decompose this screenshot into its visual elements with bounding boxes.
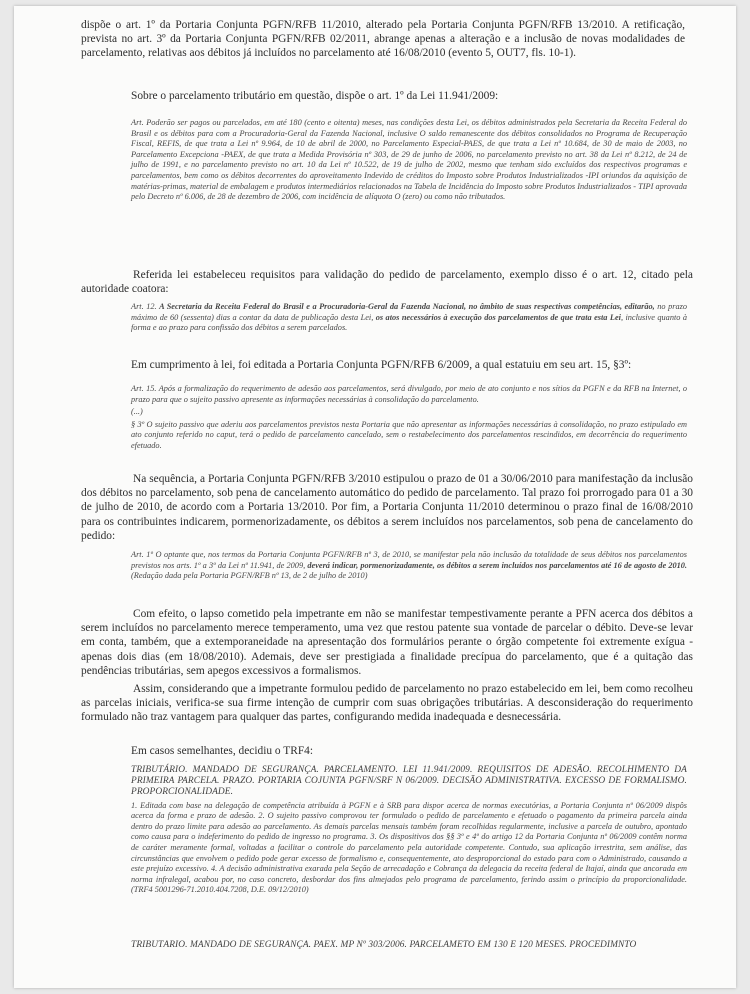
citation-trf4-2-headnote: TRIBUTÁRIO. MANDADO DE SEGURANÇA. PAEX. MP Nº 303/2006. PARCELAMETO EM 130 E 120 MESES. PROCEDIMNTO — [131, 940, 637, 950]
quote-portaria-art1 — [131, 550, 687, 584]
quote-art15-caput: Art. 15. Após a formalização do requerimento de adesão aos parcelamentos, será divulgado, por meio de ato conjunto e nos sítios da PGFN e da RFB na Internet, o prazo para que o sujeito passivo apresente as informações necessárias à consolidação do parcelamento. — [131, 384, 687, 404]
paragraph-trf4-intro: Em casos semelhantes, decidiu o TRF4: — [131, 745, 314, 757]
quote-lei-11941-text: Art. Poderão ser pagos ou parcelados, em até 180 (cento e oitenta) meses, nas condições desta Lei, os débitos administrados pela Secretaria da Receita Federal do Brasil e os débitos para com a Procuradoria-Geral da Fazenda Nacional, inclusive O saldo remanescente dos débitos consolidados no Programa de Recuperação Fiscal, REFIS, de que trata a Lei nº 9.964, de 10 de abril de 2000, no Parcelamento Especial-PAES, de que trata a Lei nº 10.684, de 30 de maio de 2003, no Parcelamento Excepciona -PAEX, de que trata a Medida Provisória nº 303, de 29 de junho de 2006, no parcelamento previsto no art. 38 da Lei nº 8.212, de 24 de julho de 1991, e no parcelamento previsto no art. 10 da Lei nº 10.522, de 19 de julho de 2002, mesmo que tenham sido excluídos dos respectivos programas e parcelamentos, bem como os débitos decorrentes do aproveitamento Indevido de créditos do Imposto sobre Produtos Industrializados -IPI oriundos da aquisição de matérias-primas, material de embalagem e produtos intermediários relacionados na Tabela de Incidência do Imposto sobre Produtos Industrializados - TIPI aprovada pelo Decreto nº 6.006, de 28 de dezembro de 2006, com incidência de alíquota O (zero) ou como não tributados. — [131, 118, 687, 202]
paragraph-requisitos-art12: Referida lei estabeleceu requisitos para validação do pedido de parcelamento, exemplo disso é o art. 12, citado pela autoridade coatora: — [81, 269, 693, 296]
quote-art15-par3: § 3º O sujeito passivo que aderiu aos parcelamentos previstos nesta Portaria que não apresentar as informações necessárias à consolidação, no prazo estipulado em ato conjunto referido no caput, terá o pedido de parcelamento cancelado, sem o restabelecimento dos parcelamentos rescindidos, em decorrência do requerimento efetuado. — [131, 419, 687, 450]
citation-trf4-1-headnote: TRIBUTÁRIO. MANDADO DE SEGURANÇA. PARCELAMENTO. LEI 11.941/2009. REQUISITOS DE ADESÃO. RECOLHIMENTO DA PRIMEIRA PARCELA. PRAZO. PORTARIA COJUNTA PGFN/SRF N 06/2009. DECISÃO ADMINISTRATIVA. EXCESSO DE FORMALISMO. PROPORCIONALIDADE. — [131, 765, 687, 798]
quote-art1-bold: deverá indicar, pormenorizadamente, os débitos a serem incluídos nos parcelamentos até 16 de agosto de 2010. — [307, 560, 687, 570]
quote-art1-redacao: (Redação dada pela Portaria PGFN/RFB nº 13, de 2 de julho de 2010) — [131, 571, 368, 581]
quote-art12-number: Art. 12. — [131, 302, 160, 311]
quote-lei-11941-art1 — [131, 118, 687, 205]
quote-lei-11941-art12 — [131, 302, 687, 336]
paragraph-portaria-6-2009: Em cumprimento à lei, foi editada a Portaria Conjunta PGFN/RFB 6/2009, a qual estatuiu em seu art. 15, §3º: — [131, 359, 632, 371]
quote-portaria-6-2009-art15 — [131, 384, 687, 454]
quote-art12-text-mid: no prazo máximo de 60 (sessenta) dias a contar da data de publicação desta Lei, — [131, 302, 687, 322]
document-page — [14, 6, 736, 988]
quote-art12-bold-1: A Secretaria da Receita Federal do Brasil e a Procuradoria-Geral da Fazenda Nacional, no âmbito de suas respectivas competências, editarão, — [159, 302, 655, 311]
quote-art12-bold-2: os atos necessários à execução dos parcelamentos de que trata esta Lei — [375, 312, 621, 322]
quote-art1-text: Art. 1º O optante que, nos termos da Portaria Conjunta PGFN/RFB nº 3, de 2010, se manifestar pela não inclusão da totalidade de seus débitos nos parcelamentos previstos nos arts. 1º a 3º da Lei nº 11.941, de 2009, — [131, 550, 687, 570]
paragraph-prazos-portarias: Na sequência, a Portaria Conjunta PGFN/RFB 3/2010 estipulou o prazo de 01 a 30/06/2010 para manifestação da inclusão dos débitos no parcelamento, sob pena de cancelamento automático do pedido de parcelamento. Tal prazo foi prorrogado para 01 a 30 de julho de 2010, de acordo com a Portaria 13/2010. Por fim, a Portaria Conjunta 11/2010 determinou o prazo final de 16/08/2010 para os contribuintes indicarem, pormenorizadamente, os débitos a serem incluídos nos parcelamentos, sob pena de cancelamento do pedido: — [81, 473, 693, 542]
citation-trf4-1 — [131, 765, 687, 896]
paragraph-lapso-impetrante: Com efeito, o lapso cometido pela impetrante em não se manifestar tempestivamente perante a PFN acerca dos débitos a serem incluídos no parcelamento merece temperamento, uma vez que restou patente sua vontade de parcelar o débito. Deve-se levar em conta, também, que a extemporaneidade na apresentação dos formulários perante o órgão competente foi extremente exígua - apenas dois dias (em 18/08/2010). Ademais, deve ser prestigiada a finalidade precípua do parcelamento, que é a quitação das pendências tributárias, sem apegos excessivos a formalismos. — [81, 608, 693, 677]
quote-ellipsis: (...) — [131, 407, 143, 417]
paragraph-conclusao: Assim, considerando que a impetrante formulou pedido de parcelamento no prazo estabelecido em lei, bem como recolheu as parcelas iniciais, verifica-se sua firme intenção de cumprir com suas obrigações tributárias. A desconsideração do requerimento formulado não traz vantagem para qualquer das partes, configurando medida inadequada e desnecessária. — [81, 683, 693, 724]
quote-art12-text-end: , inclusive quanto à forma e ao prazo para confissão dos débitos a serem parcelados. — [131, 312, 688, 333]
paragraph-lei-11941-intro: Sobre o parcelamento tributário em questão, dispõe o art. 1º da Lei 11.941/2009: — [131, 90, 499, 102]
citation-trf4-1-body: 1. Editada com base na delegação de competência atribuída à PGFN e à SRB para dispor acerca de normas executórias, a Portaria Conjunta nº 06/2009 dispôs acerca da forma e prazo de adesão. 2. O sujeito passivo comprovou ter formulado o pedido de parcelamento e efetuado o pagamento da primeira parcela ainda dentro do prazo limite para adesão ao parcelamento. As demais parcelas mensais também foram recolhidas regularmente, inclusive a parcela de outubro, apontado como causa para o indeferimento do pedido de ingresso no programa. 3. Os dispositivos dos §§ 3º e 4º do artigo 12 da Portaria Conjunta nº 06/2009 contêm norma de caráter meramente formal, voltadas a facilitar o controle do parcelamento pela autoridade competente. Contudo, sua aplicação irrestrita, sem análise, das circunstâncias que envolvem o pedido pode gerar excesso de formalismo e, consequentemente, ato desproporcional do estado para com o Administrado, causando a este prejuízo excessivo. 4. A decisão administrativa exarada pela Seção de arrecadação e Cobrança da delegacia da receita federal de Itajaí, ainda que ancorada em norma infralegal, acabou por, no caso concreto, desbordar dos fins almejados pelo programa de parcelamento, ferindo assim o princípio da proporcionalidade. (TRF4 5001296-71.2010.404.7208, D.E. 09/12/2010) — [131, 800, 687, 895]
paragraph-portaria-11-2010: dispõe o art. 1º da Portaria Conjunta PGFN/RFB 11/2010, alterado pela Portaria Conjunta PGFN/RFB 13/2010. A retificação, prevista no art. 3º da Portaria Conjunta PGFN/RFB 02/2011, abrange apenas a alteração e a inclusão de novas modalidades de parcelamento, relativas aos débitos já incluídos no parcelamento até 16/08/2010 (evento 5, OUT7, fls. 10-1). — [81, 19, 685, 60]
